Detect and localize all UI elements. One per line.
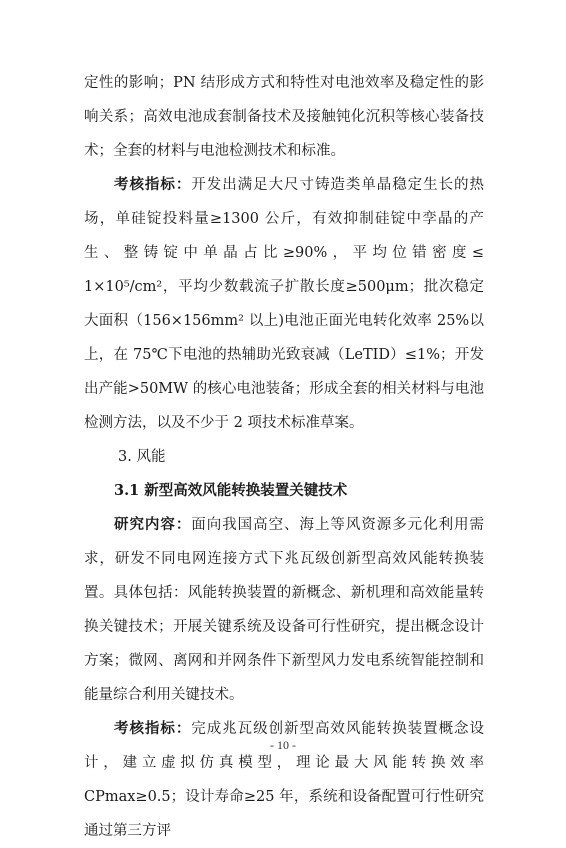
paragraph-indicators [84,168,484,440]
paragraph-assessment [84,712,484,848]
paragraph-text: 开发出满足大尺寸铸造类单晶稳定生长的热场，单硅锭投料量≥1300 公斤，有效抑制硅锭中孪晶的产生、整铸锭中单晶占比≥90%，平均位错密度≤ 1×10⁵/cm²，平均少数载流子扩散长度≥500μm；批次稳定大面积（156×156mm² 以上)电池正面光电转化效率 25%以上，在 75℃下电池的热辅助光致衰减（LeTID）≤1%；开发出产能>50MW 的核心电池装备；形成全套的相关材料与电池检测方法，以及不少于 2 项技术标准草案。 [84,177,485,431]
label-research: 研究内容： [114,516,192,533]
body-text [84,66,484,848]
page-number: - 10 - [270,738,296,752]
label-assessment: 考核指标： [114,720,192,737]
paragraph-text: 完成兆瓦级创新型高效风能转换装置概念设计，建立虚拟仿真模型，理论最大风能转换效率 CPmax≥0.5；设计寿命≥25 年，系统和设备配置可行性研究通过第三方评 [84,721,485,839]
paragraph-text: 面向我国高空、海上等风资源多元化利用需求，研发不同电网连接方式下兆瓦级创新型高效风能转换装置。具体包括：风能转换装置的新概念、新机理和高效能量转换关键技术；开展关键系统及设备可行性研究，提出概念设计方案；微网、离网和并网条件下新型风力发电系统智能控制和能量综合利用关键技术。 [84,517,485,703]
subsection-heading: 3.1 新型高效风能转换装置关键技术 [114,482,348,499]
paragraph-text: 定性的影响；PN 结形成方式和特性对电池效率及稳定性的影响关系；高效电池成套制备技术及接触钝化沉积等核心装备技术；全套的材料与电池检测技术和标准。 [84,75,484,159]
label-assessment: 考核指标： [114,176,192,193]
paragraph-intro [84,66,484,168]
paragraph-research [84,508,484,712]
section-heading: 3. 风能 [118,449,166,465]
